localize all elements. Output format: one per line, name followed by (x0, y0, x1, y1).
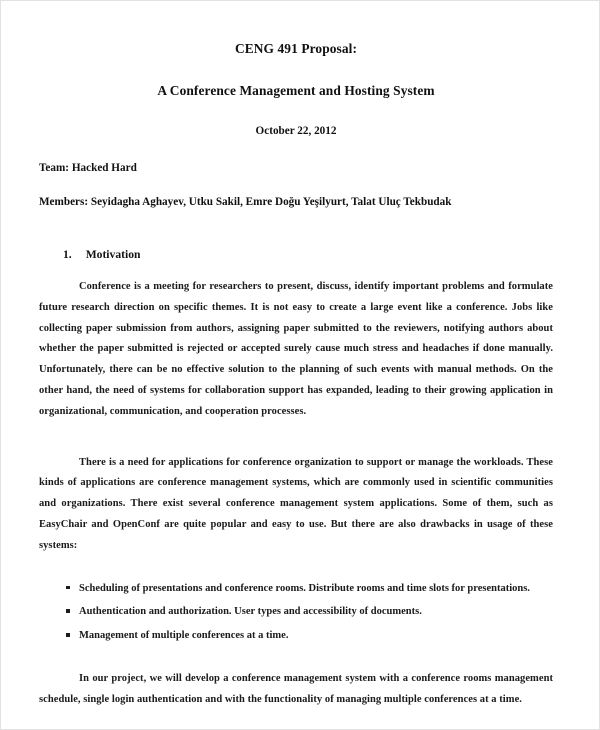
bullet-square-icon (66, 633, 70, 637)
bullet-square-icon (66, 586, 70, 590)
team-line: Team: Hacked Hard (39, 162, 137, 174)
list-item-text: Management of multiple conferences at a time. (79, 630, 289, 642)
list-item-text: Authentication and authorization. User types and accessibility of documents. (79, 606, 422, 618)
document-body (39, 41, 553, 711)
document-title-line-1: CENG 491 Proposal: (234, 41, 358, 56)
title-block (39, 41, 553, 137)
paragraph-project-summary: In our project, we will develop a conference management system with a conference rooms management schedule, single login authentication and with the functionality of managing multiple conferences at a time. (39, 672, 553, 705)
drawbacks-list (39, 579, 553, 647)
list-item (39, 602, 553, 623)
bullet-square-icon (66, 609, 70, 613)
list-item-text: Scheduling of presentations and conference rooms. Distribute rooms and time slots for presentations. (79, 582, 530, 594)
paragraph-motivation-intro: Conference is a meeting for researchers to present, discuss, identify important problems and formulate future research direction on specific themes. It is not easy to create a large event like a conference. Jobs like collecting paper submission from authors, assigning paper submitted to the reviewers, notifying authors about whether the paper submitted is rejected or accepted surely cause much stress and headaches if done manually. Unfortunately, there can be no effective solution to the planning of such events with manual methods. On the other hand, the need of systems for collaboration support has expanded, leading to their growing application in organizational, communication, and cooperation processes. (39, 281, 553, 417)
document-title-line-2: A Conference Management and Hosting System (157, 83, 435, 98)
paragraph-need-for-applications: There is a need for applications for conference organization to support or manage the workloads. These kinds of applications are conference management systems, which are commonly used in scientific communities and organizations. There exist several conference management system applications. Some of them, such as EasyChair and OpenConf are quite popular and easy to use. But there are also drawbacks in usage of these systems: (39, 456, 553, 551)
list-item (39, 579, 553, 600)
members-line: Members: Seyidagha Aghayev, Utku Sakil, Emre Doğu Yeşilyurt, Talat Uluç Tekbudak (39, 196, 452, 208)
section-title: Motivation (85, 248, 141, 261)
section-number: 1. (63, 248, 72, 261)
list-item (39, 626, 553, 647)
document-date: October 22, 2012 (255, 125, 337, 137)
section-heading-motivation (63, 248, 553, 261)
